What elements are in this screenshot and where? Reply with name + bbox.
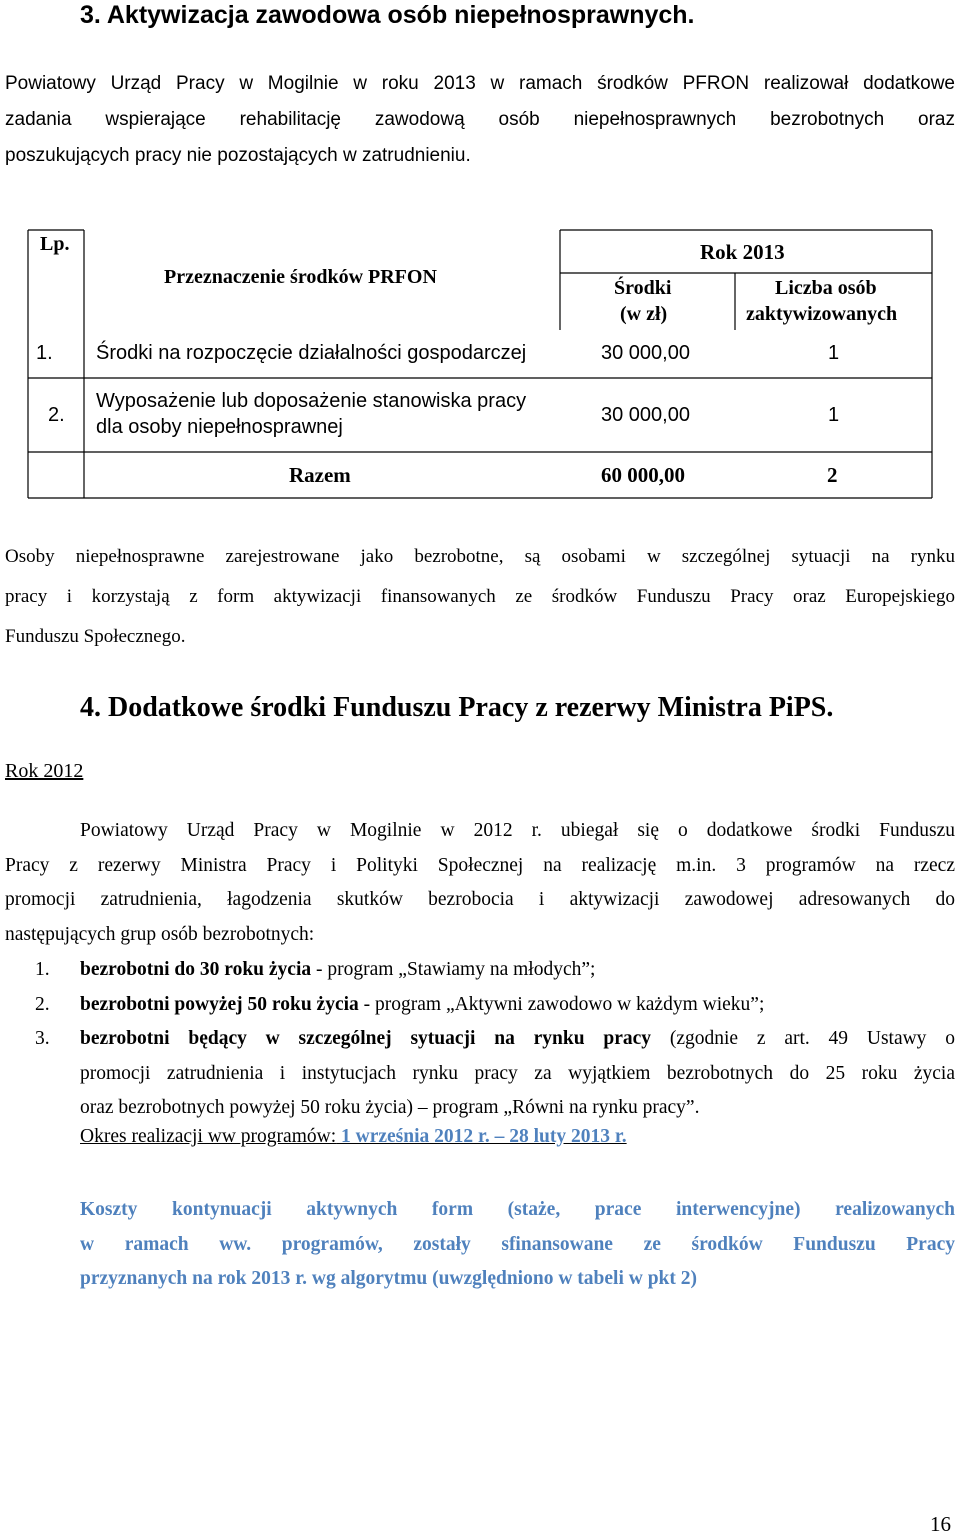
list-number: 3. xyxy=(35,1028,50,1049)
table-header-year: Rok 2013 xyxy=(700,240,785,264)
table-row-purpose: Środki na rozpoczęcie działalności gospodarczej xyxy=(96,342,527,364)
table-row-funds: 30 000,00 xyxy=(601,404,690,426)
table-total-funds: 60 000,00 xyxy=(601,463,685,487)
paragraph-line: Osoby niepełnosprawne zarejestrowane jako bezrobotne, są osobami w szczególnej sytuacji na rynku xyxy=(5,546,955,567)
paragraph-line: pracy i korzystają z form aktywizacji finansowanych ze środków Funduszu Pracy oraz Europejskiego xyxy=(5,586,955,607)
table-header-purpose: Przeznaczenie środków PRFON xyxy=(164,266,437,288)
table-row-purpose-2: dla osoby niepełnosprawnej xyxy=(96,416,343,438)
intro-line: poszukujących pracy nie pozostających w zatrudnieniu. xyxy=(5,145,471,166)
list-rest: - program „Stawiamy na młodych”; xyxy=(311,959,596,980)
program-period-label: Okres realizacji ww programów: xyxy=(80,1126,337,1147)
paragraph-line: Powiatowy Urząd Pracy w Mogilnie w 2012 r. ubiegał się o dodatkowe środki Funduszu xyxy=(80,820,955,841)
costs-note-line: Koszty kontynuacji aktywnych form (staże, prace interwencyjne) realizowanych xyxy=(80,1199,955,1220)
table-header-people-2: zaktywizowanych xyxy=(746,303,898,325)
table-total-people: 2 xyxy=(827,463,838,487)
list-bold: bezrobotni do 30 roku życia xyxy=(80,959,312,980)
table-row-lp: 2. xyxy=(48,404,65,426)
program-period xyxy=(80,1126,627,1148)
list-bold: bezrobotni będący w szczególnej sytuacji na rynku pracy xyxy=(80,1028,652,1049)
paragraph-line: następujących grup osób bezrobotnych: xyxy=(5,923,315,945)
paragraph-line: promocji zatrudnienia, łagodzenia skutków bezrobocia i aktywizacji zawodowej adresowanych do xyxy=(5,889,955,910)
table-header-funds: Środki xyxy=(614,277,672,299)
table-total-label: Razem xyxy=(289,463,351,487)
list-rest: (zgodnie z art. 49 Ustawy o xyxy=(651,1028,955,1049)
section4-paragraph xyxy=(5,814,955,952)
table-header-lp: Lp. xyxy=(40,233,70,255)
intro-line: zadania wspierające rehabilitację zawodową osób niepełnosprawnych bezrobotnych oraz xyxy=(5,109,955,130)
costs-note-line: w ramach ww. programów, zostały sfinansowane ze środków Funduszu Pracy xyxy=(80,1233,955,1255)
intro-line: Powiatowy Urząd Pracy w Mogilnie w roku 2013 w ramach środków PFRON realizował dodatkowe xyxy=(5,73,955,94)
list-line: oraz bezrobotnych powyżej 50 roku życia) – program „Równi na rynku pracy”. xyxy=(80,1097,700,1118)
section-heading-4: 4. Dodatkowe środki Funduszu Pracy z rezerwy Ministra PiPS. xyxy=(80,692,834,723)
list-line: promocji zatrudnienia i instytucjach rynku pracy za wyjątkiem bezrobotnych do 25 roku życia xyxy=(80,1062,955,1084)
table-row-people: 1 xyxy=(828,404,840,426)
page-number: 16 xyxy=(930,1512,951,1536)
table-row-purpose: Wyposażenie lub doposażenie stanowiska pracy xyxy=(96,390,527,412)
paragraph-line: Funduszu Społecznego. xyxy=(5,626,186,647)
costs-note-line: przyznanych na rok 2013 r. wg algorytmu (uwzględniono w tabeli w pkt 2) xyxy=(80,1268,697,1289)
table-header-people: Liczba osób xyxy=(775,277,877,299)
list-bold: bezrobotni powyżej 50 roku życia xyxy=(80,994,359,1015)
program-period-value: 1 września 2012 r. – 28 luty 2013 r. xyxy=(340,1126,627,1147)
year-subheading: Rok 2012 xyxy=(5,760,84,782)
section-heading-3: 3. Aktywizacja zawodowa osób niepełnosprawnych. xyxy=(80,1,695,29)
table-grid xyxy=(0,0,960,520)
table-row-funds: 30 000,00 xyxy=(601,342,690,364)
table-row-lp: 1. xyxy=(36,342,53,364)
disabled-persons-paragraph xyxy=(5,537,955,657)
table-header-funds-unit: (w zł) xyxy=(620,303,668,325)
table-row-people: 1 xyxy=(828,342,840,364)
costs-note xyxy=(80,1193,955,1297)
list-item xyxy=(5,1022,955,1126)
paragraph-line: Pracy z rezerwy Ministra Pracy i Polityki Społecznej na realizację m.in. 3 programów na rzecz xyxy=(5,854,955,876)
list-rest: - program „Aktywni zawodowo w każdym wieku”; xyxy=(358,994,765,1015)
list-number: 1. xyxy=(35,959,50,980)
list-number: 2. xyxy=(35,994,50,1015)
